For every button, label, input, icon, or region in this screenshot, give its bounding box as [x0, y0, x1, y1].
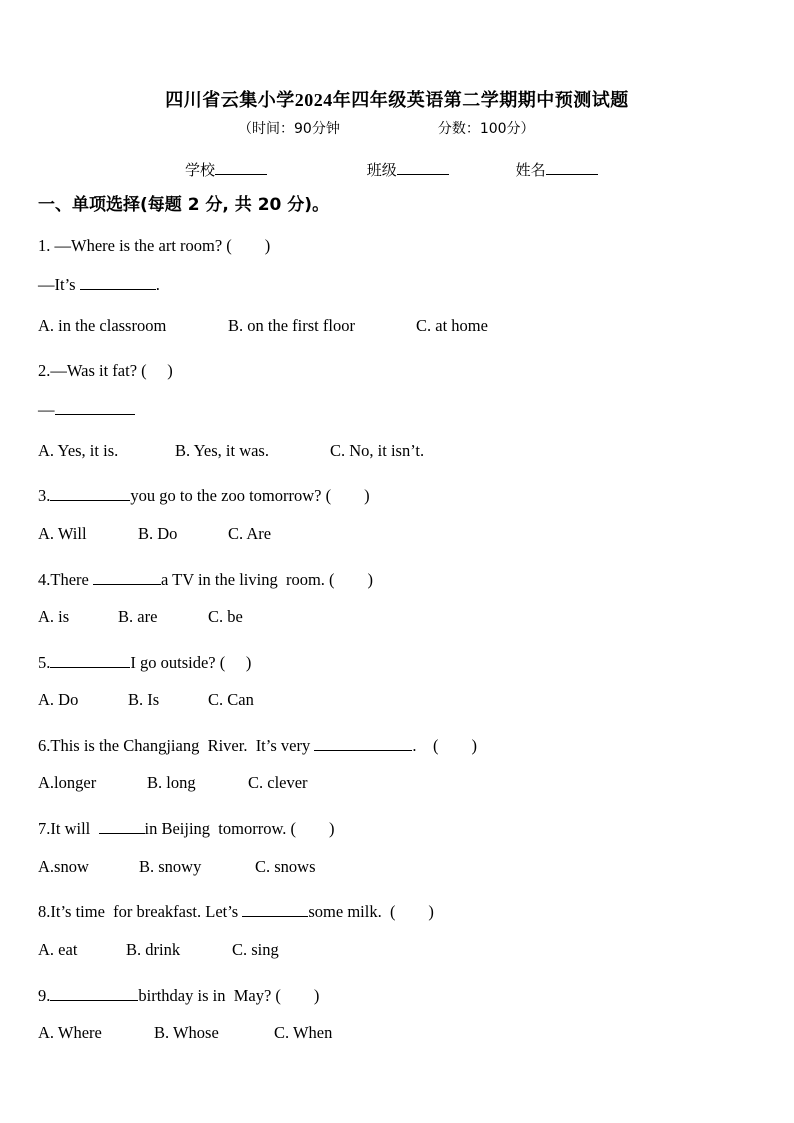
option-c: C. snows	[255, 857, 316, 876]
option-c: C. be	[208, 607, 243, 626]
answer-prefix: —	[38, 400, 55, 419]
answer-prefix: —It’s	[38, 275, 80, 294]
option-b: B. Yes, it was.	[175, 441, 269, 460]
answer-suffix: .	[155, 275, 160, 294]
option-b: B. on the first floor	[228, 316, 355, 335]
option-a: A. Do	[38, 690, 79, 709]
answer-blank	[50, 485, 130, 501]
question-5-stem	[38, 649, 251, 673]
exam-meta	[238, 118, 535, 138]
question-number: 3.	[38, 486, 51, 505]
option-b: B. snowy	[139, 857, 202, 876]
option-c: C. No, it isn’t.	[330, 441, 425, 460]
option-c: C. sing	[232, 940, 279, 959]
question-2-stem: 2.—Was it fat? ( )	[38, 361, 173, 380]
school-label: 学校	[185, 161, 216, 179]
answer-blank	[93, 569, 161, 585]
option-a: A. in the classroom	[38, 316, 167, 335]
option-a: A. Will	[38, 524, 87, 543]
class-field	[367, 159, 449, 180]
option-a: A. is	[38, 607, 70, 626]
question-text-pre: 8.It’s time for breakfast. Let’s	[38, 902, 243, 921]
question-text-pre: 7.It will	[38, 819, 99, 838]
option-b: B. long	[147, 773, 196, 792]
question-7-options	[38, 857, 316, 877]
answer-blank	[80, 274, 156, 290]
option-c: C. at home	[416, 316, 488, 335]
option-b: B. are	[118, 607, 158, 626]
question-text: . ( )	[412, 736, 477, 755]
question-6-stem	[38, 732, 477, 756]
question-text: a TV in the living room. ( )	[160, 570, 374, 589]
answer-blank	[55, 399, 135, 415]
section-heading: 一、单项选择(每题 2 分, 共 20 分)。	[38, 195, 330, 215]
question-text: in Beijing tomorrow. ( )	[144, 819, 335, 838]
option-b: B. drink	[126, 940, 181, 959]
question-number: 9.	[38, 986, 51, 1005]
student-info-fields	[185, 159, 598, 180]
question-text: I go outside? ( )	[130, 653, 252, 672]
answer-blank	[50, 652, 130, 668]
answer-blank	[50, 985, 138, 1001]
class-label: 班级	[366, 161, 397, 179]
option-c: C. Can	[208, 690, 254, 709]
answer-blank	[99, 818, 145, 834]
answer-blank	[242, 901, 308, 917]
option-a: A.snow	[38, 857, 89, 876]
question-7-stem	[38, 815, 335, 839]
name-field	[516, 159, 598, 180]
question-text: birthday is in May? ( )	[138, 986, 320, 1005]
question-1-stem: 1. —Where is the art room? ( )	[38, 236, 271, 255]
name-blank	[546, 160, 598, 175]
exam-title: 四川省云集小学2024年四年级英语第二学期期中预测试题	[165, 90, 629, 110]
question-9-options	[38, 1023, 332, 1043]
question-text: you go to the zoo tomorrow? ( )	[130, 486, 370, 505]
name-label: 姓名	[515, 161, 546, 179]
question-3-options	[38, 524, 271, 544]
option-a: A. Where	[38, 1023, 102, 1042]
question-6-options	[38, 773, 308, 793]
question-text-pre: 6.This is the Changjiang River. It’s very	[38, 736, 315, 755]
question-1-options	[38, 316, 488, 336]
question-9-stem	[38, 982, 319, 1006]
option-c: C. clever	[248, 773, 308, 792]
question-8-stem	[38, 898, 434, 922]
question-2-answer-line	[38, 399, 135, 420]
option-a: A. Yes, it is.	[38, 441, 119, 460]
question-2-options	[38, 441, 424, 461]
question-4-stem	[38, 566, 373, 590]
school-blank	[215, 160, 267, 175]
question-number: 5.	[38, 653, 51, 672]
option-b: B. Is	[128, 690, 160, 709]
score-info: 分数：100分）	[437, 121, 535, 137]
option-a: A. eat	[38, 940, 78, 959]
answer-blank	[314, 735, 412, 751]
option-c: C. When	[274, 1023, 333, 1042]
question-8-options	[38, 940, 279, 960]
question-5-options	[38, 690, 254, 710]
school-field	[185, 159, 267, 180]
class-blank	[397, 160, 449, 175]
time-info: （时间：90分钟	[238, 121, 340, 137]
option-b: B. Do	[138, 524, 178, 543]
question-1-answer-line	[38, 274, 160, 295]
option-b: B. Whose	[154, 1023, 219, 1042]
question-text-pre: 4.There	[38, 570, 93, 589]
question-3-stem	[38, 482, 370, 506]
question-4-options	[38, 607, 243, 627]
question-text: some milk. ( )	[308, 902, 434, 921]
option-c: C. Are	[228, 524, 272, 543]
option-a: A.longer	[38, 773, 97, 792]
